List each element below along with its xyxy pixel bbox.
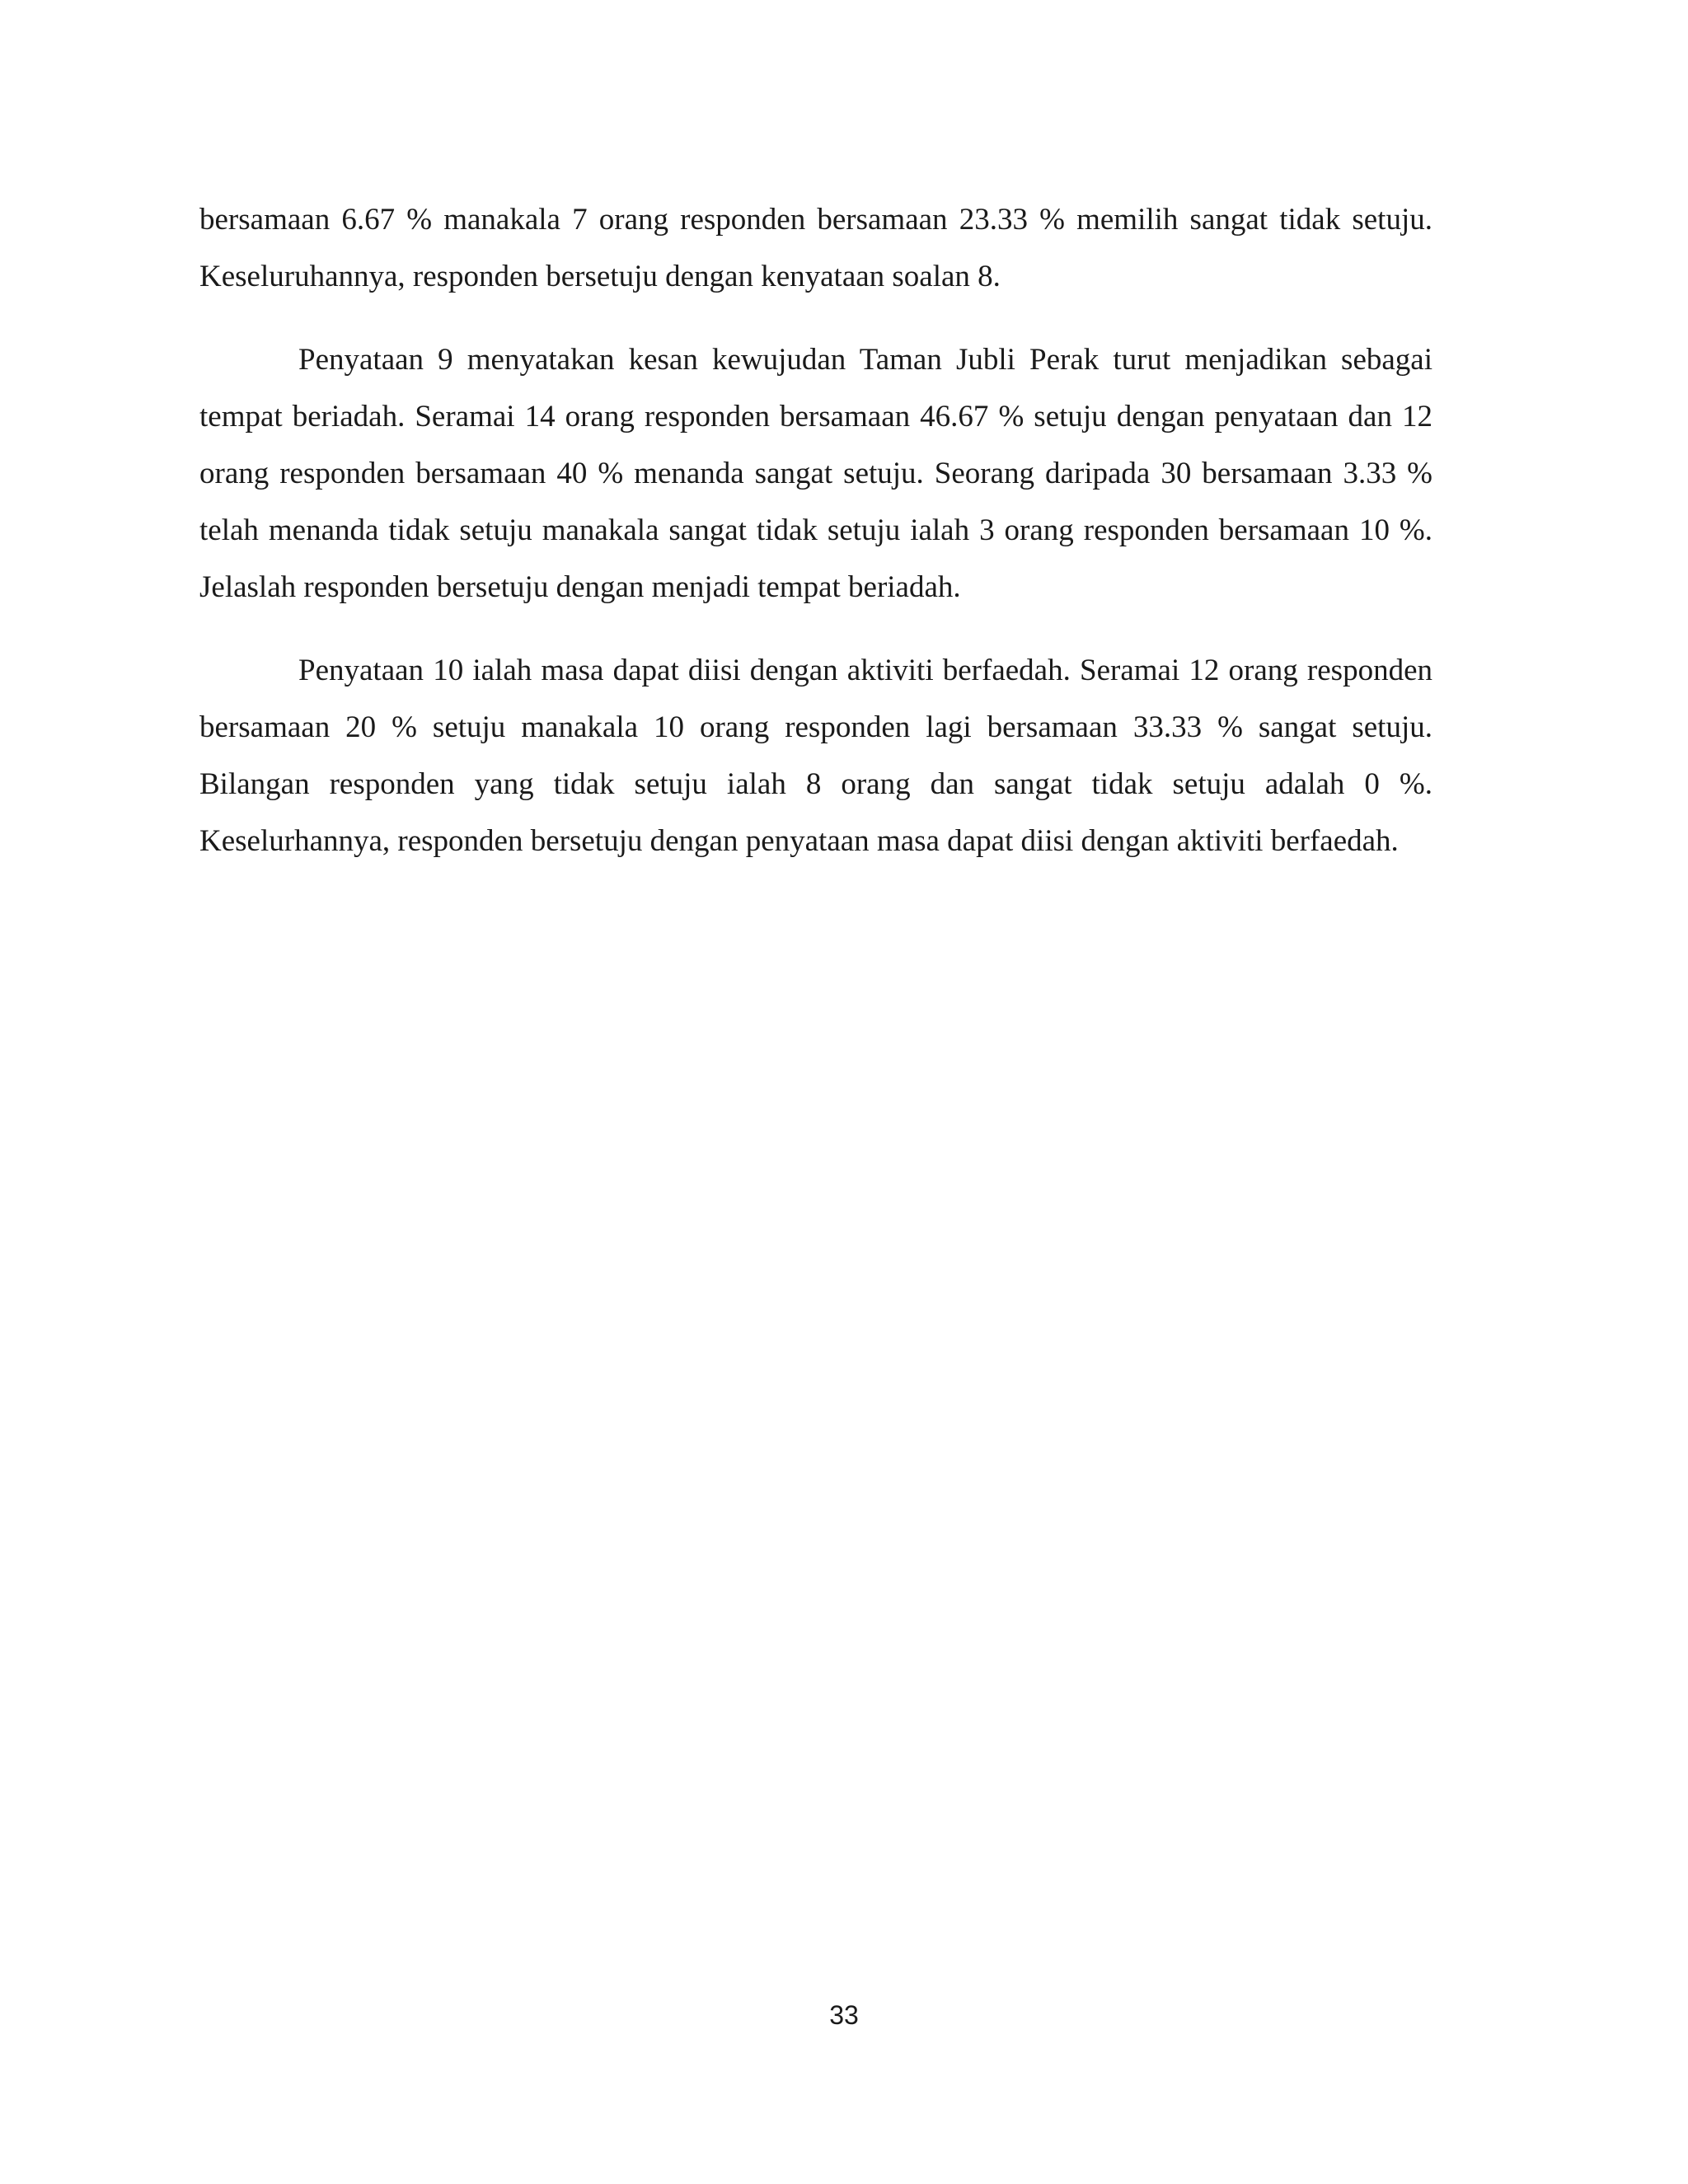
paragraph-penyataan-10: Penyataan 10 ialah masa dapat diisi dengan aktiviti berfaedah. Seramai 12 orang responden bersamaan 20 % setuju manakala 10 orang responden lagi bersamaan 33.33 % sangat setuju. Bilangan responden yang tidak setuju ialah 8 orang dan sangat tidak setuju adalah 0 %. Keselurhannya, responden bersetuju dengan penyataan masa dapat diisi dengan aktiviti berfaedah. (199, 654, 1432, 858)
paragraph-continuation: bersamaan 6.67 % manakala 7 orang responden bersamaan 23.33 % memilih sangat tidak setuju. Keseluruhannya, responden bersetuju dengan kenyataan soalan 8. (199, 203, 1432, 293)
body-text (199, 191, 1432, 896)
page-number: 33 (829, 2000, 859, 2030)
paragraph-penyataan-9: Penyataan 9 menyatakan kesan kewujudan Taman Jubli Perak turut menjadikan sebagai tempat beriadah. Seramai 14 orang responden bersamaan 46.67 % setuju dengan penyataan dan 12 orang responden bersamaan 40 % menanda sangat setuju. Seorang daripada 30 bersamaan 3.33 % telah menanda tidak setuju manakala sangat tidak setuju ialah 3 orang responden bersamaan 10 %. Jelaslah responden bersetuju dengan menjadi tempat beriadah. (199, 343, 1432, 604)
